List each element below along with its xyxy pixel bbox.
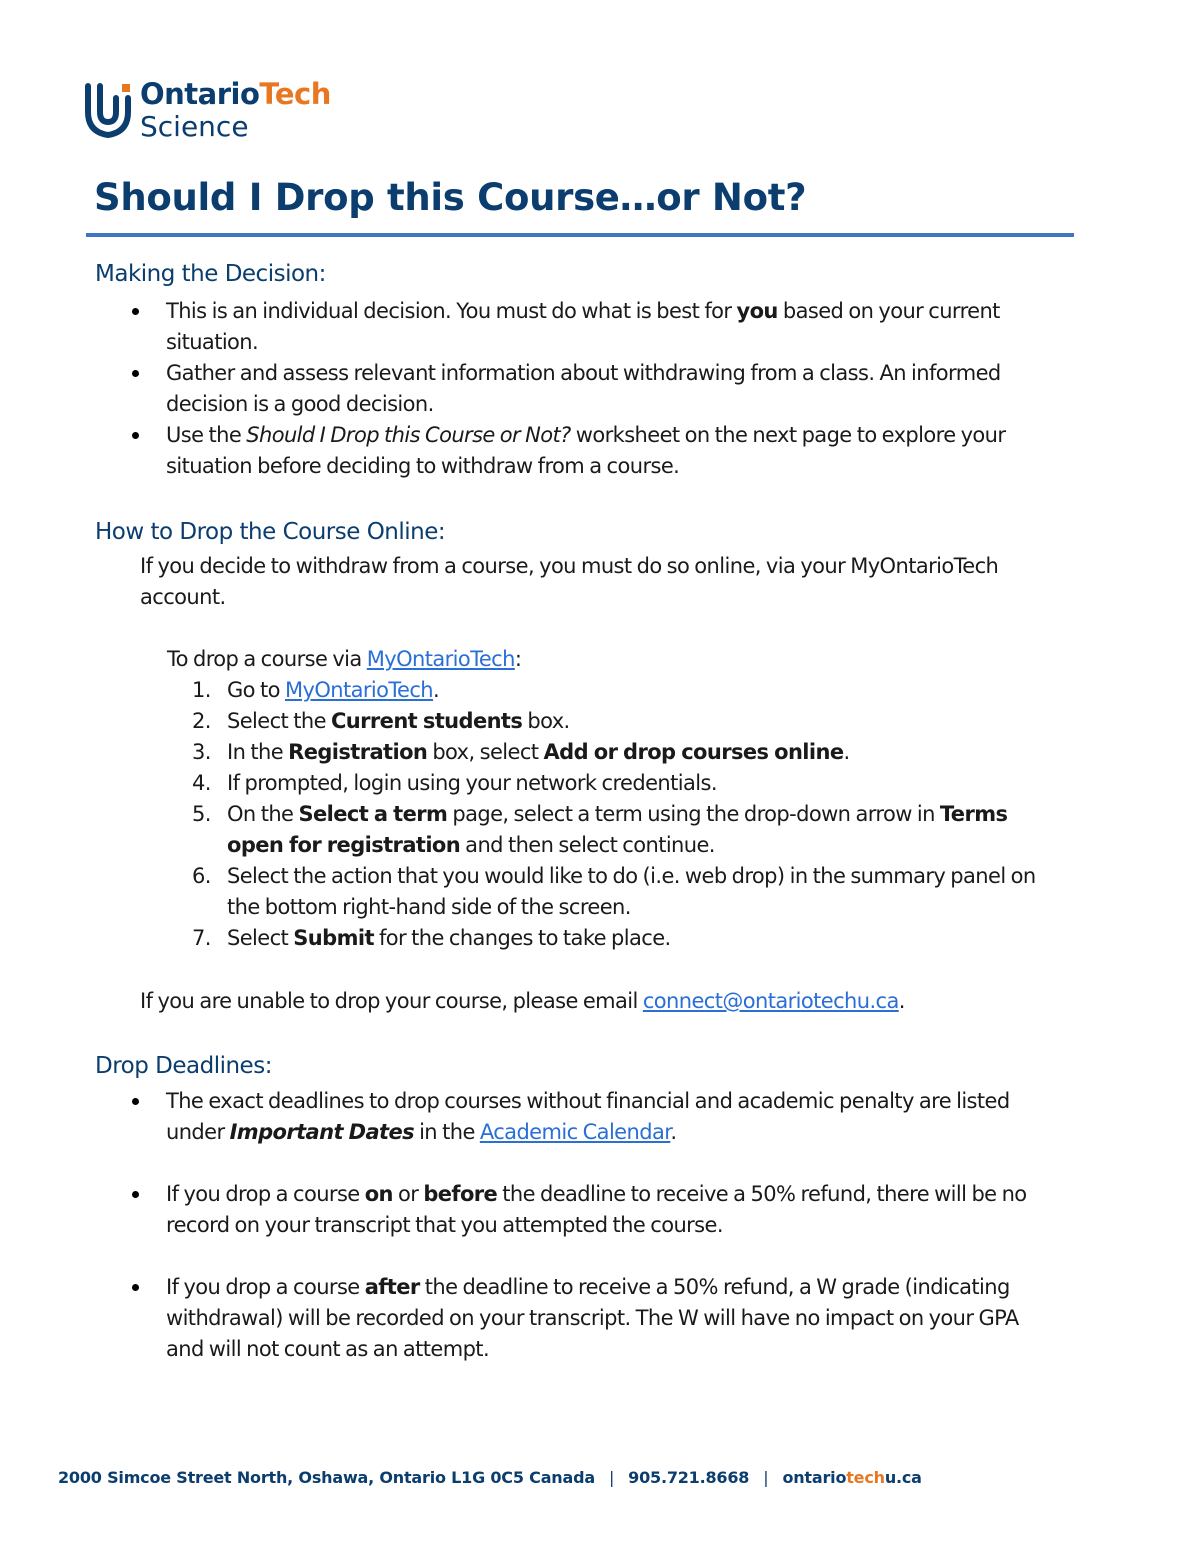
step-item: 6. Select the action that you would like to do (i.e. web drop) in the summary panel on the bottom right-hand side of the screen. <box>192 864 1036 919</box>
academic-calendar-link[interactable]: Academic Calendar <box>479 1120 671 1144</box>
myontariotech-link[interactable]: MyOntarioTech <box>284 678 434 702</box>
deadline-bullet-list <box>130 1086 1060 1365</box>
myontariotech-link[interactable]: MyOntarioTech <box>366 647 515 671</box>
step-item: 5. On the Select a term page, select a term using the drop-down arrow in Terms open for registration and then select continue. <box>192 802 1008 857</box>
footer-phone: 905.721.8668 <box>628 1468 750 1487</box>
footer-address: 2000 Simcoe Street North, Oshawa, Ontario L1G 0C5 Canada <box>58 1468 595 1487</box>
step-item: 4. If prompted, login using your network credentials. <box>192 771 717 795</box>
drop-intro-text: If you decide to withdraw from a course, you must do so online, via your MyOntarioTech account. <box>140 554 999 609</box>
page-footer <box>58 1468 922 1487</box>
list-item: Gather and assess relevant information about withdrawing from a class. An informed decision is a good decision. <box>130 358 1060 420</box>
footer-website: ontariotechu.ca <box>782 1468 922 1487</box>
shield-logo-icon <box>84 80 134 140</box>
section-heading-decision: Making the Decision: <box>95 261 326 287</box>
list-item: Use the Should I Drop this Course or Not? worksheet on the next page to explore your situation before deciding to withdraw from a course. <box>130 420 1060 482</box>
list-item: This is an individual decision. You must do what is best for you based on your current situation. <box>130 296 1060 358</box>
logo-wordmark: OntarioTech <box>140 77 331 111</box>
logo-faculty: Science <box>140 110 249 143</box>
step-item: 7. Select Submit for the changes to take place. <box>192 926 671 950</box>
step-item: 2. Select the Current students box. <box>192 709 570 733</box>
list-item: If you drop a course after the deadline to receive a 50% refund, a W grade (indicating withdrawal) will be recorded on your transcript. The W will have no impact on your GPA and will not count as an attempt. <box>130 1272 1060 1365</box>
title-divider <box>86 233 1074 237</box>
section-heading-deadlines: Drop Deadlines: <box>95 1053 272 1079</box>
decision-bullet-list <box>130 296 1060 482</box>
contact-email-link[interactable]: connect@ontariotechu.ca <box>642 989 899 1013</box>
drop-steps-list <box>192 675 1062 954</box>
contact-text: If you are unable to drop your course, please email connect@ontariotechu.ca. <box>140 989 905 1013</box>
footer-separator: | <box>763 1468 769 1487</box>
list-item: The exact deadlines to drop courses without financial and academic penalty are listed under Important Dates in the Academic Calendar. <box>130 1086 1060 1148</box>
section-heading-drop-online: How to Drop the Course Online: <box>95 519 446 545</box>
step-item: 1. Go to MyOntarioTech. <box>192 678 440 702</box>
step-item: 3. In the Registration box, select Add or drop courses online. <box>192 740 850 764</box>
footer-separator: | <box>608 1468 615 1487</box>
drop-lead-text: To drop a course via MyOntarioTech: <box>167 647 522 671</box>
page-title: Should I Drop this Course…or Not? <box>94 176 807 219</box>
list-item: If you drop a course on or before the deadline to receive a 50% refund, there will be no record on your transcript that you attempted the course. <box>130 1179 1060 1241</box>
